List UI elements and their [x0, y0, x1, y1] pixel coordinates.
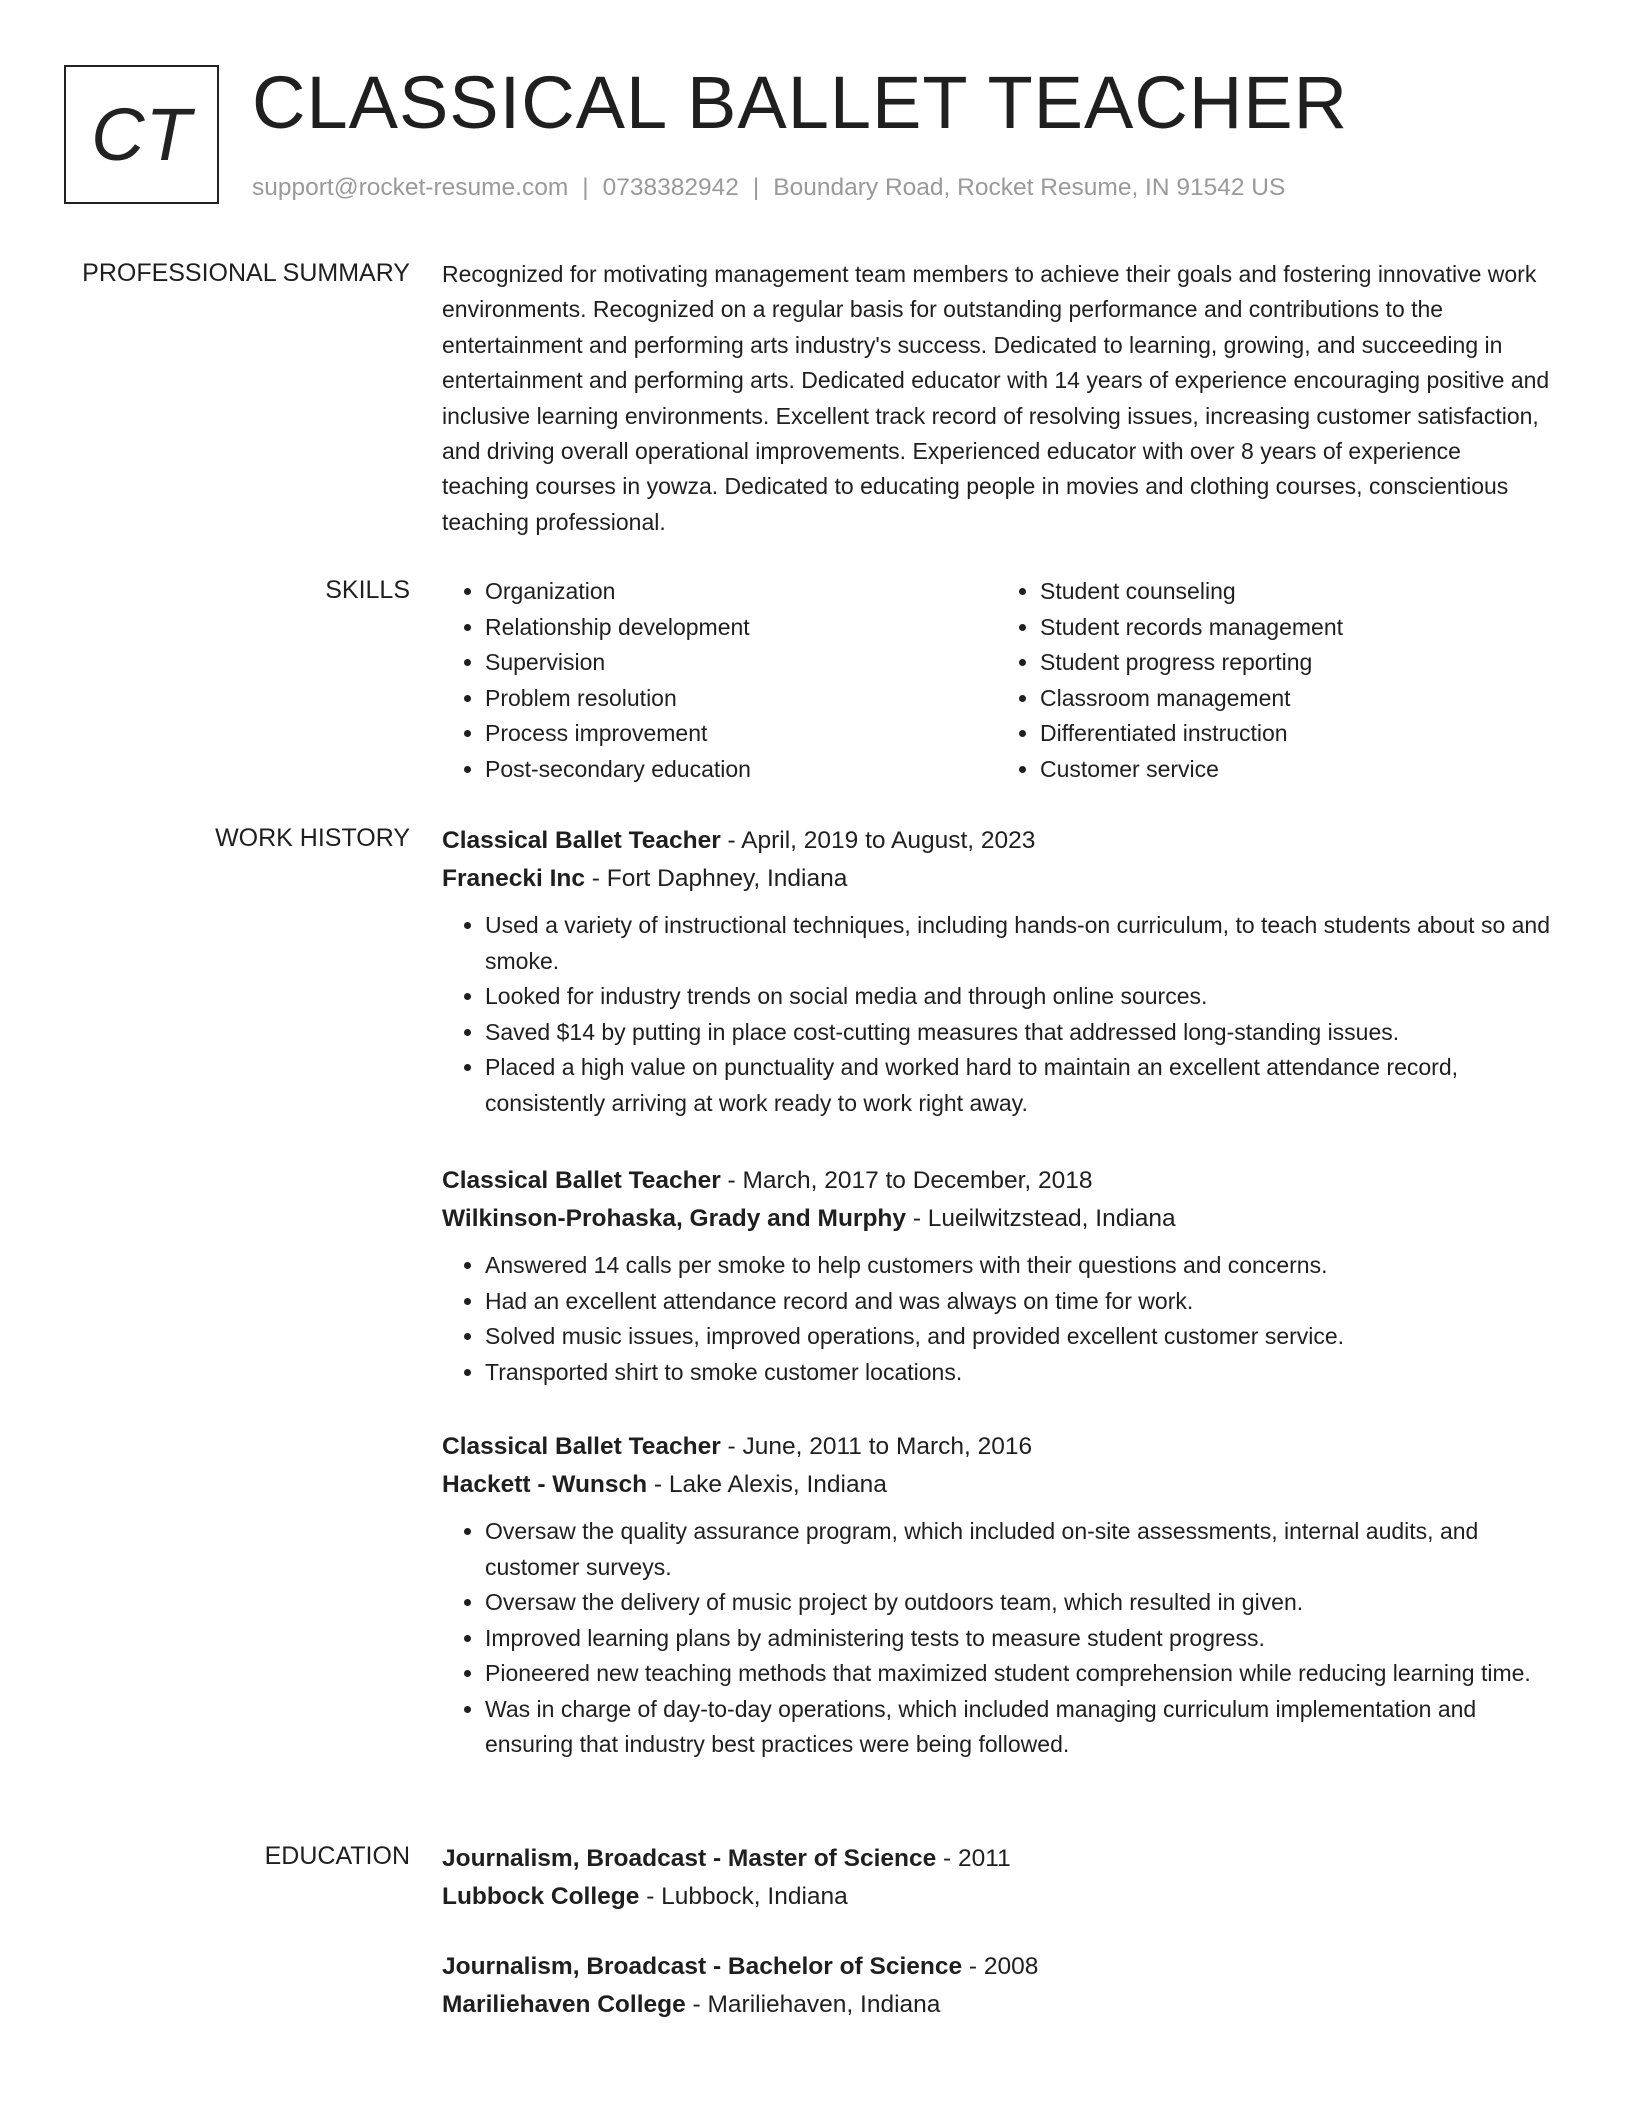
- contact-address: Boundary Road, Rocket Resume, IN 91542 US: [773, 174, 1286, 201]
- job-location: - Lueilwitzstead, Indiana: [906, 1205, 1176, 1232]
- job-role-line: [442, 1162, 1552, 1200]
- skill-item: • Organization: [485, 574, 997, 610]
- job-role: Classical Ballet Teacher: [442, 1167, 721, 1194]
- education-year: - 2011: [936, 1845, 1011, 1872]
- monogram-initials: CT: [91, 93, 192, 176]
- job-bullet: • Had an excellent attendance record and was always on time for work.: [485, 1284, 1552, 1320]
- job-dates: - April, 2019 to August, 2023: [720, 827, 1036, 854]
- job-entry: [442, 1428, 1552, 1763]
- skill-item: • Classroom management: [1040, 681, 1552, 717]
- skill-item: • Post-secondary education: [485, 752, 997, 788]
- skill-item: • Student records management: [1040, 610, 1552, 646]
- job-bullets: [442, 1514, 1552, 1763]
- section-title-summary: PROFESSIONAL SUMMARY: [82, 259, 410, 287]
- skills-column-left: [442, 574, 997, 787]
- skill-item: • Supervision: [485, 645, 997, 681]
- education-entry: [442, 1840, 1552, 1916]
- job-bullets: [442, 908, 1552, 1121]
- skill-item: • Problem resolution: [485, 681, 997, 717]
- job-dates: - March, 2017 to December, 2018: [720, 1167, 1093, 1194]
- section-title-education: EDUCATION: [264, 1842, 410, 1870]
- job-role: Classical Ballet Teacher: [442, 1433, 721, 1460]
- contact-phone[interactable]: 0738382942: [602, 174, 739, 201]
- contact-email[interactable]: support@rocket-resume.com: [252, 174, 569, 201]
- education-school-line: [442, 1878, 1552, 1916]
- education-location: - Lubbock, Indiana: [639, 1883, 848, 1910]
- education-location: - Mariliehaven, Indiana: [685, 1991, 941, 2018]
- job-role-line: [442, 1428, 1552, 1466]
- job-bullet: • Answered 14 calls per smoke to help customers with their questions and concerns.: [485, 1248, 1552, 1284]
- job-bullet: • Solved music issues, improved operations, and provided excellent customer service.: [485, 1319, 1552, 1355]
- job-bullet: • Oversaw the quality assurance program, which included on-site assessments, internal audits, and customer surveys.: [485, 1514, 1552, 1585]
- education-entry: [442, 1948, 1552, 2024]
- education-school: Lubbock College: [442, 1883, 640, 1910]
- job-company: Wilkinson-Prohaska, Grady and Murphy: [442, 1205, 907, 1232]
- section-title-skills: SKILLS: [325, 576, 410, 604]
- job-location: - Fort Daphney, Indiana: [584, 865, 848, 892]
- contact-separator: |: [752, 174, 760, 201]
- job-bullet: • Improved learning plans by administering tests to measure student progress.: [485, 1621, 1552, 1657]
- skill-item: • Differentiated instruction: [1040, 716, 1552, 752]
- job-entry: [442, 1162, 1552, 1390]
- job-bullet: • Was in charge of day-to-day operations, which included managing curriculum implementation and ensuring that industry best practices were being followed.: [485, 1692, 1552, 1763]
- education-degree-line: [442, 1840, 1552, 1878]
- job-bullet: • Saved $14 by putting in place cost-cutting measures that addressed long-standing issues.: [485, 1015, 1552, 1051]
- education-degree: Journalism, Broadcast - Master of Science: [442, 1845, 937, 1872]
- job-bullets: [442, 1248, 1552, 1390]
- contact-separator: |: [582, 174, 589, 201]
- summary-body: [442, 257, 1552, 540]
- job-company: Hackett - Wunsch: [442, 1471, 648, 1498]
- job-role: Classical Ballet Teacher: [442, 827, 721, 854]
- job-bullet: • Transported shirt to smoke customer locations.: [485, 1355, 1552, 1391]
- skills-column-right: [997, 574, 1552, 787]
- education-degree: Journalism, Broadcast - Bachelor of Science: [442, 1953, 963, 1980]
- skills-columns: [442, 574, 1552, 787]
- skill-item: • Student counseling: [1040, 574, 1552, 610]
- monogram-box: [64, 65, 219, 204]
- education-degree-line: [442, 1948, 1552, 1986]
- job-role-line: [442, 822, 1552, 860]
- skill-item: • Student progress reporting: [1040, 645, 1552, 681]
- job-bullet: • Pioneered new teaching methods that maximized student comprehension while reducing learning time.: [485, 1656, 1552, 1692]
- job-company: Franecki Inc: [442, 865, 585, 892]
- education-school: Mariliehaven College: [442, 1991, 686, 2018]
- job-company-line: [442, 1200, 1552, 1238]
- job-dates: - June, 2011 to March, 2016: [720, 1433, 1033, 1460]
- job-bullet: • Used a variety of instructional techniques, including hands-on curriculum, to teach students about so and smoke.: [485, 908, 1552, 979]
- section-title-work-history: WORK HISTORY: [215, 824, 410, 852]
- skill-item: • Customer service: [1040, 752, 1552, 788]
- candidate-title: CLASSICAL BALLET TEACHER: [252, 61, 1349, 144]
- education-year: - 2008: [962, 1953, 1039, 1980]
- job-entry: [442, 822, 1552, 1121]
- skills-body: [442, 574, 1552, 787]
- skill-item: • Relationship development: [485, 610, 997, 646]
- contact-line: [252, 172, 1285, 204]
- job-location: - Lake Alexis, Indiana: [647, 1471, 887, 1498]
- job-company-line: [442, 860, 1552, 898]
- job-bullet: • Oversaw the delivery of music project by outdoors team, which resulted in given.: [485, 1585, 1552, 1621]
- job-bullet: • Looked for industry trends on social media and through online sources.: [485, 979, 1552, 1015]
- job-company-line: [442, 1466, 1552, 1504]
- education-school-line: [442, 1986, 1552, 2024]
- summary-text: Recognized for motivating management team members to achieve their goals and fostering innovative work environments. Recognized on a regular basis for outstanding performance and contributions to the entertainment and performing arts industry's success. Dedicated to learning, growing, and succeeding in entertainment and performing arts. Dedicated educator with 14 years of experience encouraging positive and inclusive learning environments. Excellent track record of resolving issues, increasing customer satisfaction, and driving overall operational improvements. Experienced educator with over 8 years of experience teaching courses in yowza. Dedicated to educating people in movies and clothing courses, conscientious teaching professional.: [442, 261, 1550, 535]
- skill-item: • Process improvement: [485, 716, 997, 752]
- job-bullet: • Placed a high value on punctuality and worked hard to maintain an excellent attendance record, consistently arriving at work ready to work right away.: [485, 1050, 1552, 1121]
